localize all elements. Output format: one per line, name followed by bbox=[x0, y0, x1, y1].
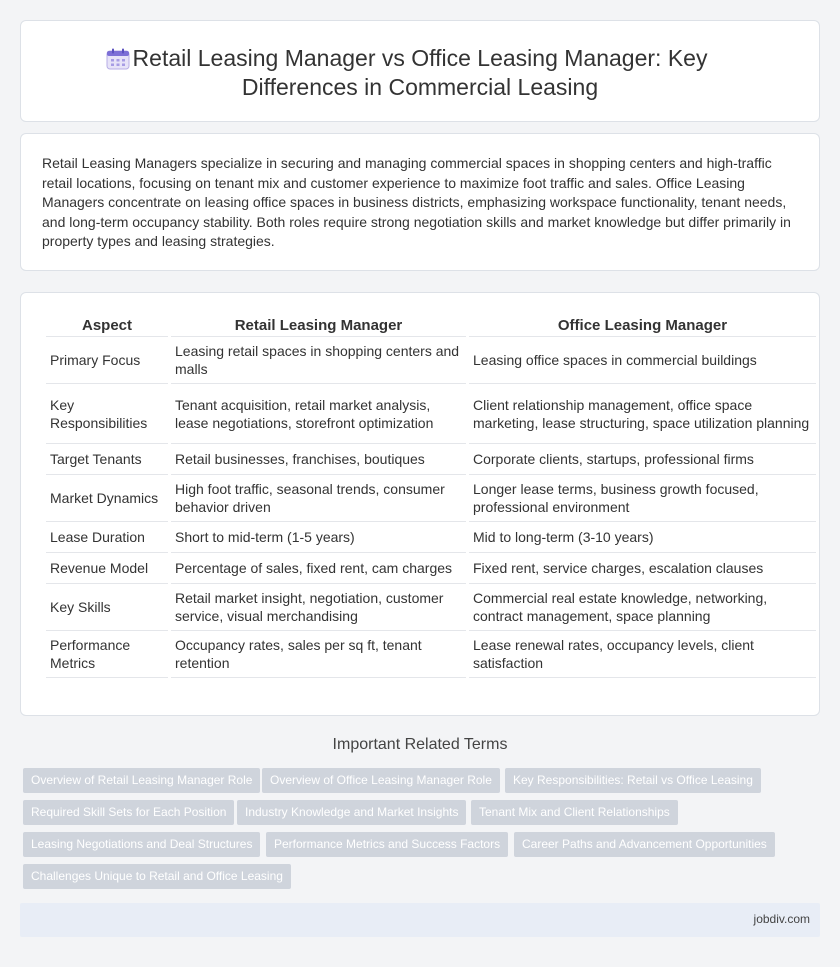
table-row bbox=[46, 553, 816, 584]
page-title bbox=[21, 44, 819, 102]
page-title-line1: Retail Leasing Manager vs Office Leasing Manager: Key bbox=[132, 45, 708, 71]
table-cell-retail: Leasing retail spaces in shopping centers and malls bbox=[171, 337, 466, 384]
table-cell-retail: Tenant acquisition, retail market analysis, lease negotiations, storefront optimization bbox=[171, 384, 466, 444]
table-cell-office: Fixed rent, service charges, escalation clauses bbox=[469, 553, 816, 584]
table-cell-retail: Percentage of sales, fixed rent, cam charges bbox=[171, 553, 466, 584]
table-cell-aspect: Target Tenants bbox=[46, 444, 168, 475]
intro-paragraph: Retail Leasing Managers specialize in securing and managing commercial spaces in shopping centers and high-traffic retail locations, focusing on tenant mix and customer experience to maximize foot traffic and sales. Office Leasing Managers concentrate on leasing office spaces in business districts, emphasizing workspace functionality, tenant needs, and long-term occupancy stability. Both roles require strong negotiation skills and market knowledge but differ primarily in property types and leasing strategies. bbox=[42, 155, 791, 250]
table-cell-retail: High foot traffic, seasonal trends, consumer behavior driven bbox=[171, 475, 466, 522]
table-row bbox=[46, 631, 816, 678]
related-term-tag[interactable]: Overview of Office Leasing Manager Role bbox=[262, 768, 500, 793]
intro-card bbox=[20, 133, 820, 271]
footer bbox=[20, 903, 820, 937]
related-term-tag[interactable]: Overview of Retail Leasing Manager Role bbox=[23, 768, 260, 793]
table-cell-office: Mid to long-term (3-10 years) bbox=[469, 522, 816, 553]
table-cell-office: Corporate clients, startups, professional firms bbox=[469, 444, 816, 475]
related-terms-title: Important Related Terms bbox=[332, 736, 508, 753]
related-term-tag[interactable]: Leasing Negotiations and Deal Structures bbox=[23, 832, 260, 857]
table-cell-office: Lease renewal rates, occupancy levels, client satisfaction bbox=[469, 631, 816, 678]
comparison-table-card bbox=[20, 292, 820, 716]
title-card bbox=[20, 20, 820, 122]
table-cell-aspect: Market Dynamics bbox=[46, 475, 168, 522]
related-term-tag[interactable]: Key Responsibilities: Retail vs Office Leasing bbox=[505, 768, 761, 793]
table-cell-retail: Retail market insight, negotiation, customer service, visual merchandising bbox=[171, 584, 466, 631]
related-term-tag[interactable]: Industry Knowledge and Market Insights bbox=[237, 800, 466, 825]
related-term-tag[interactable]: Tenant Mix and Client Relationships bbox=[471, 800, 678, 825]
table-cell-aspect: Primary Focus bbox=[46, 337, 168, 384]
table-cell-aspect: Revenue Model bbox=[46, 553, 168, 584]
table-row bbox=[46, 384, 816, 444]
table-row bbox=[46, 337, 816, 384]
header-retail: Retail Leasing Manager bbox=[171, 314, 466, 337]
comparison-table bbox=[43, 314, 819, 678]
table-cell-aspect: Key Skills bbox=[46, 584, 168, 631]
table-row bbox=[46, 475, 816, 522]
table-cell-office: Commercial real estate knowledge, networking, contract management, space planning bbox=[469, 584, 816, 631]
table-cell-office: Leasing office spaces in commercial buildings bbox=[469, 337, 816, 384]
related-term-tag[interactable]: Performance Metrics and Success Factors bbox=[266, 832, 508, 857]
table-cell-office: Client relationship management, office space marketing, lease structuring, space utilization planning bbox=[469, 384, 816, 444]
table-cell-retail: Occupancy rates, sales per sq ft, tenant retention bbox=[171, 631, 466, 678]
table-row bbox=[46, 444, 816, 475]
related-term-tag[interactable]: Career Paths and Advancement Opportunities bbox=[514, 832, 775, 857]
table-row bbox=[46, 522, 816, 553]
table-row bbox=[46, 584, 816, 631]
table-cell-aspect: Performance Metrics bbox=[46, 631, 168, 678]
footer-site-link[interactable]: jobdiv.com bbox=[753, 912, 810, 926]
table-cell-aspect: Lease Duration bbox=[46, 522, 168, 553]
table-cell-retail: Short to mid-term (1-5 years) bbox=[171, 522, 466, 553]
header-office: Office Leasing Manager bbox=[469, 314, 816, 337]
related-term-tag[interactable]: Challenges Unique to Retail and Office Leasing bbox=[23, 864, 291, 889]
table-cell-aspect: Key Responsibilities bbox=[46, 384, 168, 444]
table-cell-retail: Retail businesses, franchises, boutiques bbox=[171, 444, 466, 475]
table-header-row bbox=[46, 314, 816, 337]
related-term-tag[interactable]: Required Skill Sets for Each Position bbox=[23, 800, 234, 825]
table-cell-office: Longer lease terms, business growth focused, professional environment bbox=[469, 475, 816, 522]
header-aspect: Aspect bbox=[46, 314, 168, 337]
page-title-line2: Differences in Commercial Leasing bbox=[241, 74, 599, 100]
